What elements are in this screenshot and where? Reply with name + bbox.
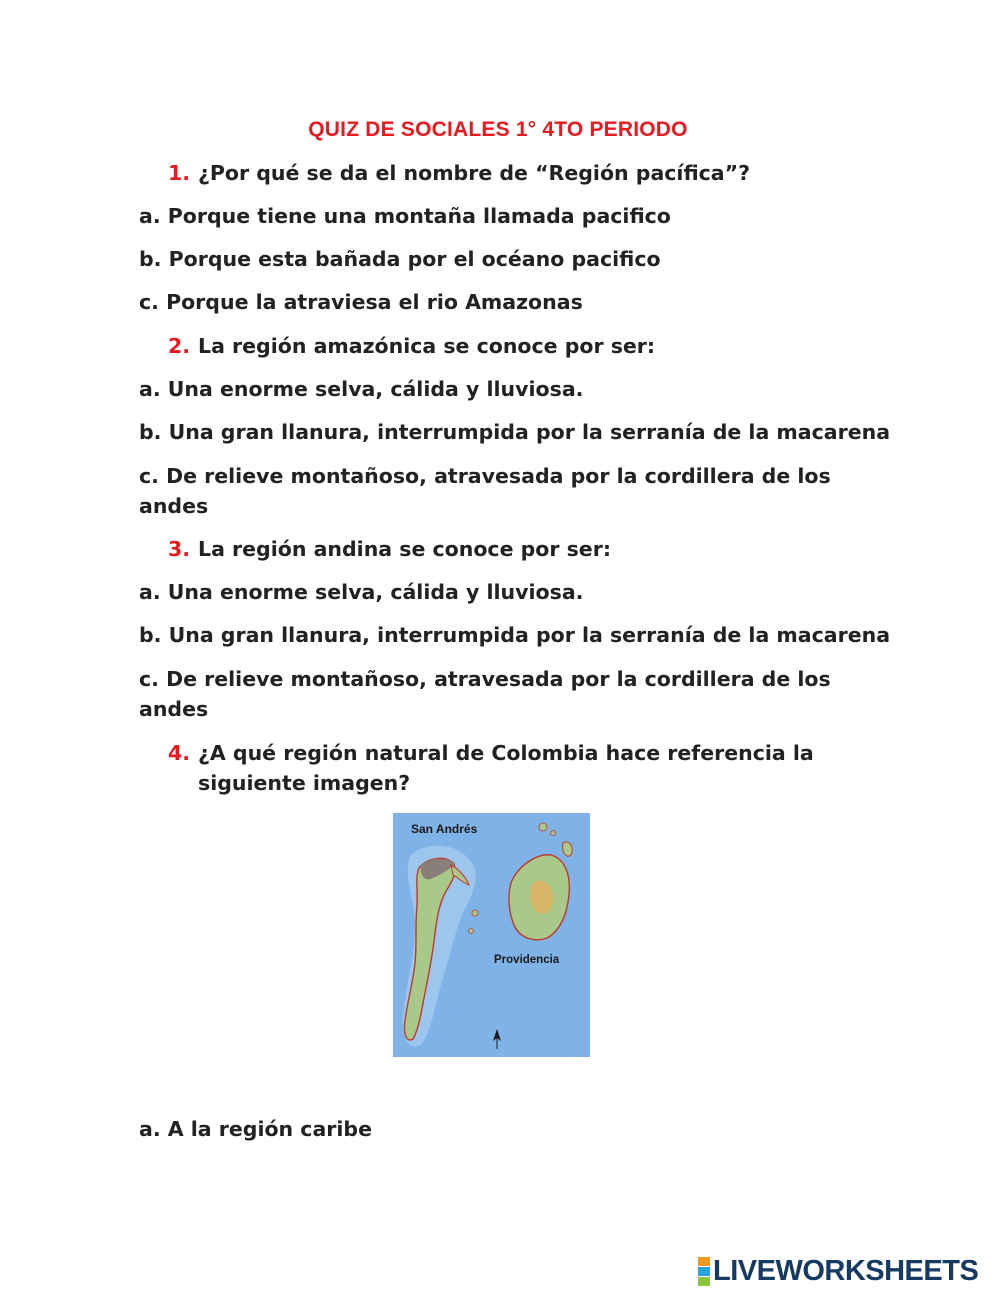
liveworksheets-logo <box>698 1255 978 1287</box>
option-3a[interactable]: a. Una enorme selva, cálida y lluviosa. <box>139 580 584 604</box>
san-andres-providencia-map <box>393 813 590 1057</box>
option-3b[interactable]: b. Una gran llanura, interrumpida por la serranía de la macarena <box>139 623 891 647</box>
question-3 <box>168 534 868 564</box>
question-number: 4. <box>168 741 191 765</box>
santa-catalina <box>563 842 573 856</box>
brand-name: LIVEWORKSHEETS <box>713 1254 979 1287</box>
logo-blocks <box>698 1257 710 1286</box>
option-2b[interactable]: b. Una gran llanura, interrumpida por la serranía de la macarena <box>139 420 891 444</box>
cay <box>469 929 474 934</box>
map-label-providencia: Providencia <box>494 954 560 966</box>
option-2a[interactable]: a. Una enorme selva, cálida y lluviosa. <box>139 377 584 401</box>
quiz-title: QUIZ DE SOCIALES 1° 4TO PERIODO <box>308 118 688 141</box>
cay <box>472 910 478 916</box>
option-1c[interactable]: c. Porque la atraviesa el rio Amazonas <box>139 290 583 314</box>
cay <box>551 831 556 836</box>
question-number: 2. <box>168 334 191 358</box>
question-text: La región andina se conoce por ser: <box>198 537 612 561</box>
option-1b[interactable]: b. Porque esta bañada por el océano pacifico <box>139 247 661 271</box>
question-number: 3. <box>168 537 191 561</box>
logo-block <box>698 1267 710 1276</box>
map-label-san-andres: San Andrés <box>411 822 478 836</box>
option-1a[interactable]: a. Porque tiene una montaña llamada pacifico <box>139 204 671 228</box>
question-1 <box>168 158 868 188</box>
map-graphic <box>393 813 590 1057</box>
logo-block <box>698 1277 710 1286</box>
question-text: ¿A qué región natural de Colombia hace referencia la siguiente imagen? <box>198 741 814 795</box>
question-number: 1. <box>168 161 191 185</box>
logo-block <box>698 1257 710 1266</box>
option-3c[interactable]: c. De relieve montañoso, atravesada por la cordillera de los andes <box>139 667 831 721</box>
question-text: La región amazónica se conoce por ser: <box>198 334 656 358</box>
question-4 <box>168 738 868 798</box>
option-2c[interactable]: c. De relieve montañoso, atravesada por la cordillera de los andes <box>139 464 831 518</box>
option-4a[interactable]: a. A la región caribe <box>139 1117 372 1141</box>
question-2 <box>168 331 868 361</box>
cay <box>539 823 547 831</box>
question-text: ¿Por qué se da el nombre de “Región pacífica”? <box>198 161 750 185</box>
